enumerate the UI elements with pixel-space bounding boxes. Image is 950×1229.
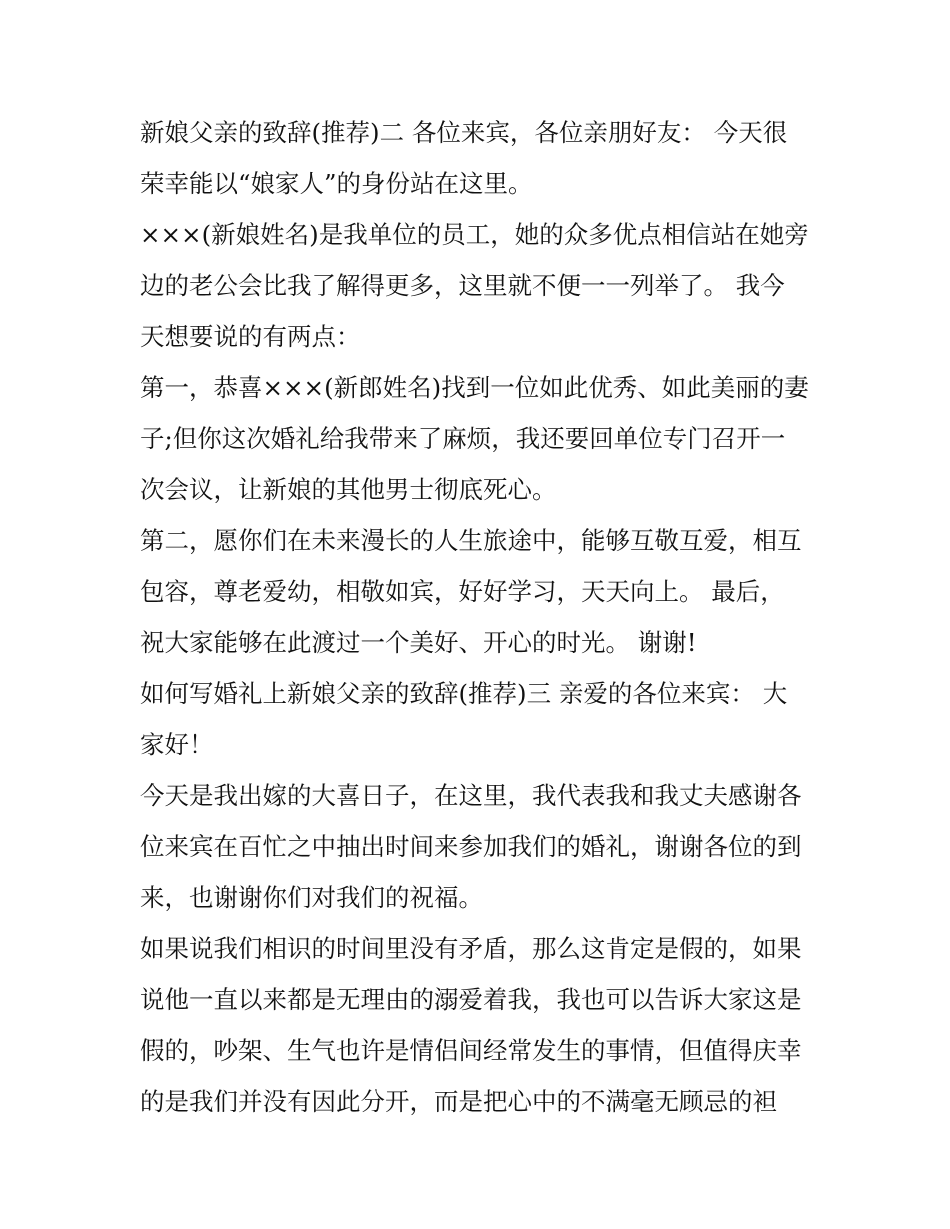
- text-line: 天想要说的有两点：: [140, 322, 361, 351]
- text-line: 的是我们并没有因此分开，而是把心中的不满毫无顾忌的袒: [140, 1087, 777, 1116]
- text-line: 来，也谢谢你们对我们的祝福。: [140, 883, 483, 912]
- text-line: 第一，恭喜×××(新郎姓名)找到一位如此优秀、如此美丽的妻: [140, 373, 809, 402]
- document-body: [140, 107, 820, 1127]
- text-line: 次会议，让新娘的其他男士彻底死心。: [140, 475, 557, 504]
- text-line: 新娘父亲的致辞(推荐)二 各位来宾，各位亲朋好友： 今天很: [140, 118, 788, 147]
- text-line: 今天是我出嫁的大喜日子，在这里，我代表我和我丈夫感谢各: [140, 781, 802, 810]
- text-line: 如何写婚礼上新娘父亲的致辞(推荐)三 亲爱的各位来宾： 大: [140, 679, 788, 708]
- text-line: 家好！: [140, 730, 214, 759]
- text-line: 第二，愿你们在未来漫长的人生旅途中，能够互敬互爱，相互: [140, 526, 802, 555]
- text-line: 包容，尊老爱幼，相敬如宾，好好学习，天天向上。 最后，: [140, 577, 785, 606]
- text-line: 子;但你这次婚礼给我带来了麻烦，我还要回单位专门召开一: [140, 424, 786, 453]
- text-line: 假的，吵架、生气也许是情侣间经常发生的事情，但值得庆幸: [140, 1036, 802, 1065]
- text-line: ×××(新娘姓名)是我单位的员工，她的众多优点相信站在她旁: [140, 220, 809, 249]
- text-line: 如果说我们相识的时间里没有矛盾，那么这肯定是假的，如果: [140, 934, 802, 963]
- text-line: 说他一直以来都是无理由的溺爱着我，我也可以告诉大家这是: [140, 985, 802, 1014]
- text-line: 荣幸能以“娘家人”的身份站在这里。: [140, 169, 533, 198]
- text-line: 祝大家能够在此渡过一个美好、开心的时光。 谢谢!: [140, 628, 697, 657]
- text-line: 位来宾在百忙之中抽出时间来参加我们的婚礼，谢谢各位的到: [140, 832, 802, 861]
- text-line: 边的老公会比我了解得更多，这里就不便一一列举了。 我今: [140, 271, 785, 300]
